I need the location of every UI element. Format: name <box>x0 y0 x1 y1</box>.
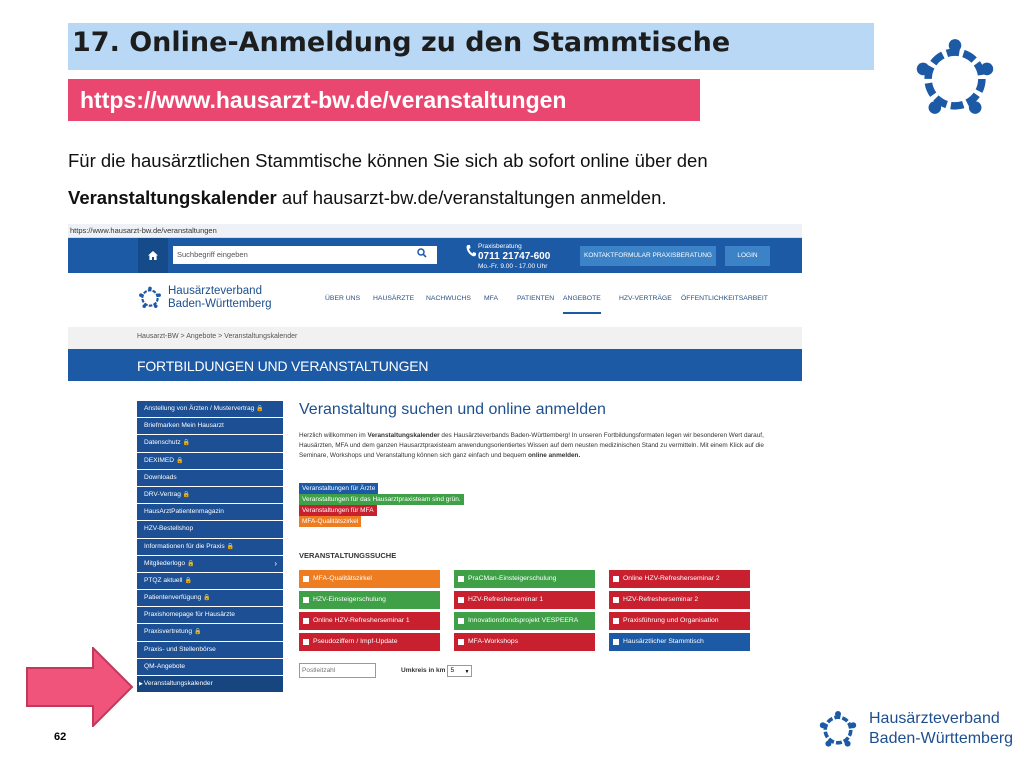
event-category-button[interactable]: Praxisführung und Organisation <box>609 612 750 630</box>
event-filter <box>299 663 769 678</box>
event-category-button[interactable]: Innovationsfondsprojekt VESPEERA <box>454 612 595 630</box>
sidebar-item[interactable] <box>137 676 283 693</box>
breadcrumb[interactable]: Hausarzt-BW > Angebote > Veranstaltungskalender <box>68 327 802 349</box>
main-navbar <box>68 273 802 327</box>
menu-ueber-uns[interactable]: ÜBER UNS <box>325 295 361 302</box>
content-bold-2: online anmelden. <box>528 452 581 459</box>
search-icon[interactable] <box>417 248 427 258</box>
sidebar-item[interactable] <box>137 642 283 659</box>
event-category-button[interactable]: Online HZV-Refresherseminar 1 <box>299 612 440 630</box>
sidebar-item-label: Mitgliederlogo <box>144 559 186 567</box>
hotline-hours: Mo.-Fr. 9.00 - 17.00 Uhr <box>478 263 548 270</box>
intro-line-2 <box>68 179 898 216</box>
event-category-button[interactable]: HZV-Refresherseminar 2 <box>609 591 750 609</box>
lock-icon: 🔒 <box>203 595 211 602</box>
event-legend <box>299 483 769 527</box>
sidebar-item-label: Patientenverfügung <box>144 594 202 602</box>
sidebar-item-label: DEXIMED <box>144 456 175 464</box>
sidebar-item[interactable] <box>137 556 283 573</box>
lock-icon: 🔒 <box>187 560 195 567</box>
event-category-button[interactable]: HZV-Refresherseminar 1 <box>454 591 595 609</box>
radius-select[interactable] <box>447 665 472 677</box>
menu-hzv-vertraege[interactable]: HZV-VERTRÄGE <box>619 295 672 302</box>
slide-title: 17. Online-Anmeldung zu den Stammtische <box>68 23 874 70</box>
sidebar-item-label: DRV-Vertrag <box>144 490 181 498</box>
main-content <box>299 401 769 678</box>
brand-name[interactable] <box>168 285 272 311</box>
legend-item: Veranstaltungen für das Hausarztpraxisteam sind grün. <box>299 494 464 505</box>
sidebar-item-label: QM-Angebote <box>144 662 186 670</box>
lock-icon: 🔒 <box>226 543 235 550</box>
sidebar-item[interactable] <box>137 470 283 487</box>
footer-brand-name <box>869 709 1013 749</box>
lock-icon: 🔒 <box>194 629 202 636</box>
arrow-right-icon <box>25 647 135 727</box>
intro-rest: auf hausarzt-bw.de/veranstaltungen anmelden. <box>276 187 667 208</box>
brand-logo-icon[interactable] <box>138 286 162 310</box>
site-search-input[interactable]: Suchbegriff eingeben <box>173 246 437 264</box>
content-bold-1: Veranstaltungskalender <box>367 432 440 439</box>
footer-brand-line-2: Baden-Württemberg <box>869 730 1014 747</box>
menu-angebote[interactable]: ANGEBOTE <box>563 295 601 314</box>
sidebar-item[interactable] <box>137 624 283 641</box>
hotline-label: Praxisberatung <box>478 243 522 250</box>
sidebar-item[interactable] <box>137 607 283 624</box>
lock-icon: 🔒 <box>256 406 264 412</box>
menu-hausaerzte[interactable]: HAUSÄRZTE <box>373 295 415 302</box>
legend-item: Veranstaltungen für Ärzte <box>299 483 378 494</box>
sidebar-item-label: Briefmarken Mein Hausarzt <box>144 422 224 430</box>
sidebar-item[interactable] <box>137 590 283 607</box>
brand-name-line-2: Baden-Württemberg <box>168 298 272 310</box>
radius-value: 5 <box>450 666 455 674</box>
chevron-down-icon: ▼ <box>464 668 470 675</box>
website-screenshot <box>68 224 802 704</box>
legend-item: Veranstaltungen für MFA <box>299 505 377 516</box>
sidebar-item[interactable] <box>137 401 283 418</box>
event-category-button[interactable]: Online HZV-Refresherseminar 2 <box>609 570 750 588</box>
radius-label: Umkreis in km <box>401 667 446 674</box>
page-number: 62 <box>54 731 67 743</box>
sidebar-item[interactable] <box>137 435 283 452</box>
event-category-button[interactable]: HZV-Einsteigerschulung <box>299 591 440 609</box>
event-category-button[interactable]: MFA-Workshops <box>454 633 595 651</box>
intro-line-1: Für die hausärztlichen Stammtische können Sie sich ab sofort online über den <box>68 150 708 171</box>
caret-right-icon: ▶ <box>139 681 143 687</box>
sidebar-item-label: HausArztPatientenmagazin <box>144 508 224 516</box>
content-text-2: des Hausärzteverbands Baden-Württemberg! In unseren Fortbildungsformaten legen wir besonderen Wert darauf, Hausärzten, MFA und dem ganzen Hausarztpraxisteam anwendungsorientiertes Wissen auf dem neusten medizinischen Stand zu vermitteln. Mit einem Klick auf die Seminare, Workshops und Veranstaltung können sich ganz einfach und bequem <box>299 432 764 459</box>
menu-oeffentlichkeitsarbeit[interactable]: ÖFFENTLICHKEITSARBEIT <box>681 295 768 302</box>
menu-patienten[interactable]: PATIENTEN <box>517 295 555 302</box>
footer-brand-line-1: Hausärzteverband <box>869 710 1000 727</box>
menu-nachwuchs[interactable]: NACHWUCHS <box>426 295 471 302</box>
hausaerzteverband-logo-icon <box>913 37 997 121</box>
sidebar-item[interactable] <box>137 521 283 538</box>
chevron-right-icon[interactable]: › <box>274 558 277 568</box>
url-banner: https://www.hausarzt-bw.de/veranstaltungen <box>68 79 700 121</box>
event-category-button[interactable]: MFA-Qualitätszirkel <box>299 570 440 588</box>
sidebar-item[interactable] <box>137 659 283 676</box>
intro-text <box>68 142 898 216</box>
login-button[interactable]: LOGIN <box>725 246 770 266</box>
sidebar-item-label: Veranstaltungskalender <box>143 680 213 687</box>
home-icon <box>148 251 158 260</box>
sidebar-item[interactable] <box>137 487 283 504</box>
sidebar-item-label: Downloads <box>144 473 177 481</box>
event-category-button[interactable]: Hausärztlicher Stammtisch <box>609 633 750 651</box>
lock-icon: 🔒 <box>184 577 192 584</box>
sidebar-item-label: Datenschutz <box>144 439 181 447</box>
menu-mfa[interactable]: MFA <box>484 295 498 302</box>
sidebar-item-label: Praxishomepage für Hausärzte <box>144 611 235 619</box>
lock-icon: 🔒 <box>176 457 184 464</box>
sidebar-item[interactable] <box>137 504 283 521</box>
sidebar-item-label: PTQZ aktuell <box>144 576 183 584</box>
postcode-input[interactable]: Postleitzahl <box>299 663 376 678</box>
sidebar-item[interactable] <box>137 573 283 590</box>
content-title: Veranstaltung suchen und online anmelden <box>299 401 606 418</box>
intro-bold: Veranstaltungskalender <box>68 187 277 208</box>
content-paragraph <box>299 431 769 461</box>
sidebar-item[interactable] <box>137 418 283 435</box>
content-text-1: Herzlich willkommen im <box>299 432 368 439</box>
browser-address-bar[interactable]: https://www.hausarzt-bw.de/veranstaltungen <box>68 224 802 238</box>
sidebar-nav <box>137 401 283 693</box>
sidebar-item-label: Informationen für die Praxis <box>144 542 225 550</box>
home-button[interactable] <box>138 238 168 273</box>
event-search-heading: VERANSTALTUNGSSUCHE <box>299 551 397 560</box>
lock-icon: 🔒 <box>182 440 191 447</box>
phone-icon <box>466 245 476 257</box>
sidebar-item[interactable] <box>137 539 283 556</box>
hotline-number[interactable]: 0711 21747-600 <box>478 251 551 262</box>
brand-name-line-1: Hausärzteverband <box>168 285 262 297</box>
sidebar-item-label: HZV-Bestellshop <box>144 525 194 533</box>
page-banner: FORTBILDUNGEN UND VERANSTALTUNGEN <box>68 349 802 381</box>
event-category-button[interactable]: Pseudoziffern / Impf-Update <box>299 633 440 651</box>
site-topbar <box>68 238 802 273</box>
sidebar-item-label: Anstellung von Ärzten / Mustervertrag <box>144 405 255 412</box>
sidebar-item-label: Praxisvertretung <box>144 628 193 636</box>
footer-logo-icon <box>818 710 858 750</box>
event-category-button[interactable]: PraCMan-Einsteigerschulung <box>454 570 595 588</box>
sidebar-item-label: Praxis- und Stellenbörse <box>144 645 216 653</box>
legend-item: MFA-Qualitätszirkel <box>299 516 361 527</box>
sidebar-item[interactable] <box>137 453 283 470</box>
hotline-info <box>478 242 550 271</box>
event-category-grid <box>299 570 769 651</box>
lock-icon: 🔒 <box>182 491 191 498</box>
contact-form-button[interactable]: KONTAKTFORMULAR PRAXISBERATUNG <box>580 246 716 266</box>
